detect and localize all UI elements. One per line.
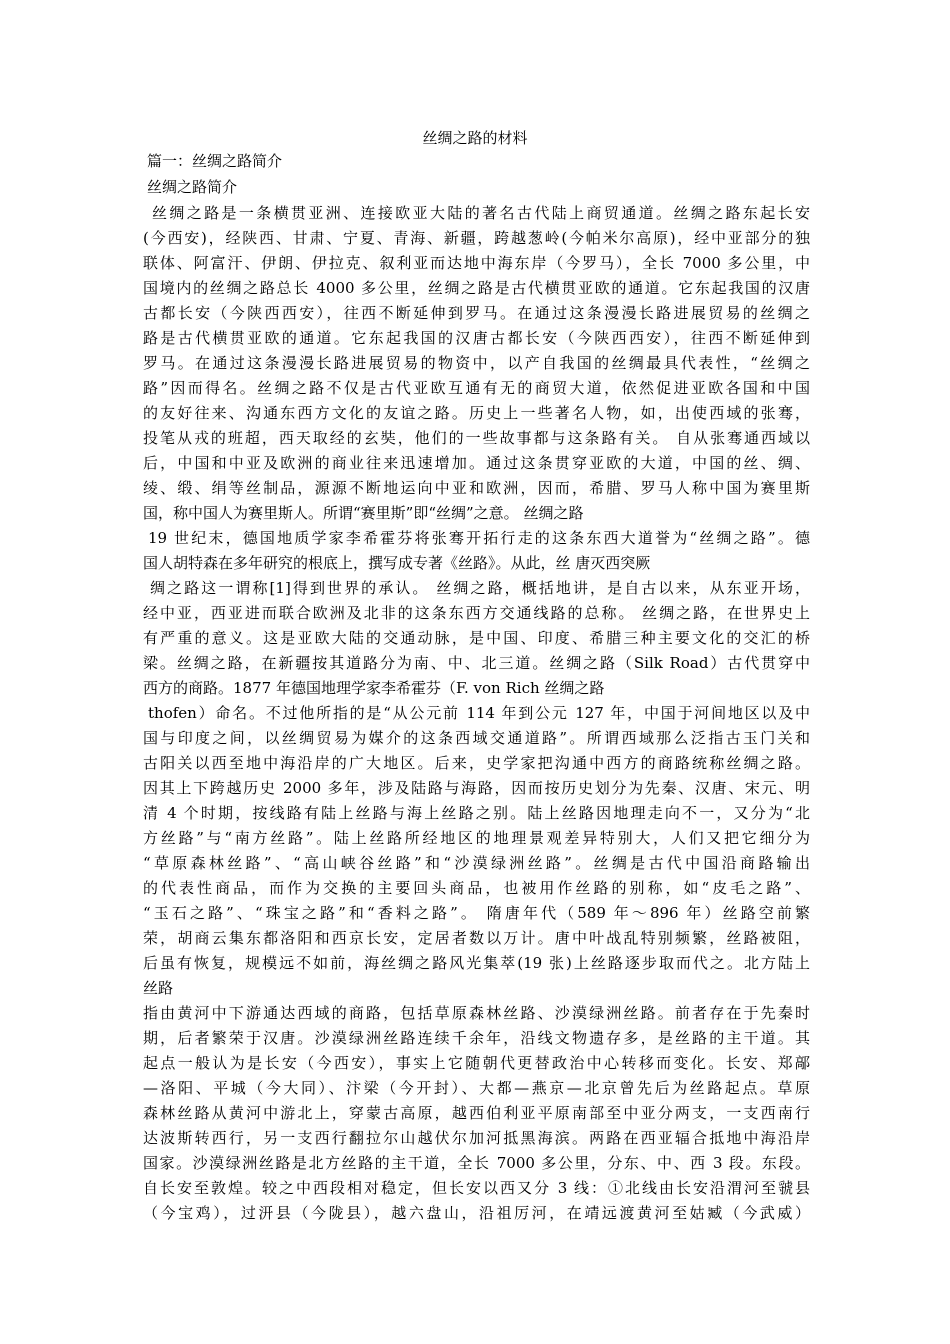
paragraph-line: 因其上下跨越历史 2000 多年，涉及陆路与海路，因而按历史划分为先秦、汉唐、宋元、明	[143, 779, 810, 797]
paragraph-line: 期，后者繁荣于汉唐。沙漠绿洲丝路连续千余年，沿线文物遗存多，是丝路的主干道。其	[143, 1029, 810, 1047]
paragraph-line: 梁。丝绸之路，在新疆按其道路分为南、中、北三道。丝绸之路（Silk Road）古代贯穿中	[143, 654, 810, 672]
paragraph-line: 联体、阿富汗、伊朗、伊拉克、叙利亚而达地中海东岸（今罗马），全长 7000 多公里，中	[143, 254, 810, 272]
paragraph-line: 古阳关以西至地中海沿岸的广大地区。后来，史学家把沟通中西方的商路统称丝绸之路。	[143, 754, 810, 772]
paragraph-line: thofen）命名。不过他所指的是“从公元前 114 年到公元 127 年，中国于河间地区以及中	[148, 704, 810, 722]
paragraph-line: 绸之路这一谓称[1]得到世界的承认。 丝绸之路，概括地讲，是自古以来，从东亚开场，	[150, 579, 810, 597]
paragraph-line: 达波斯转西行，另一支西行翻拉尔山越伏尔加河抵黑海滨。两路在西亚辐合抵地中海沿岸	[143, 1129, 810, 1147]
paragraph-line: (今西安)，经陕西、甘肃、宁夏、青海、新疆，跨越葱岭(今帕米尔高原)，经中亚部分的独	[143, 229, 810, 247]
paragraph-line: 的友好往来、沟通东西方文化的友谊之路。历史上一些著名人物，如，出使西域的张骞，	[143, 404, 810, 422]
subheading: 丝绸之路简介	[147, 178, 238, 196]
paragraph-line: 丝绸之路是一条横贯亚洲、连接欧亚大陆的著名古代陆上商贸通道。丝绸之路东起长安	[152, 204, 810, 222]
paragraph-line: “玉石之路”、“珠宝之路”和“香料之路”。 隋唐年代（589 年～896 年）丝路空前繁	[143, 904, 810, 922]
paragraph-line: 后虽有恢复，规模远不如前，海丝绸之路风光集萃(19 张)上丝路逐步取而代之。北方陆上	[143, 954, 810, 972]
paragraph-line: 指由黄河中下游通达西域的商路，包括草原森林丝路、沙漠绿洲丝路。前者存在于先秦时	[143, 1004, 810, 1022]
paragraph-line: 有严重的意义。这是亚欧大陆的交通动脉，是中国、印度、希腊三种主要文化的交汇的桥	[143, 629, 810, 647]
paragraph-line: 国家。沙漠绿洲丝路是北方丝路的主干道，全长 7000 多公里，分东、中、西 3 段。东段。	[143, 1154, 810, 1172]
paragraph-line: 森林丝路从黄河中游北上，穿蒙古高原，越西伯利亚平原南部至中亚分两支，一支西南行	[143, 1104, 810, 1122]
paragraph-line: 经中亚，西亚进而联合欧洲及北非的这条东西方交通线路的总称。 丝绸之路，在世界史上	[143, 604, 810, 622]
paragraph-line: —洛阳、平城（今大同）、汴梁（今开封）、大都—燕京—北京曾先后为丝路起点。草原	[143, 1079, 810, 1097]
paragraph-line: 西方的商路。1877 年德国地理学家李希霍芬（F. von Rich 丝绸之路	[143, 679, 605, 697]
paragraph-line: 国，称中国人为赛里斯人。所谓“赛里斯”即“丝绸”之意。 丝绸之路	[143, 504, 584, 522]
paragraph-line: 19 世纪末，德国地质学家李希霍芬将张骞开拓行走的这条东西大道誉为“丝绸之路”。德	[148, 529, 810, 547]
paragraph-line: 路是古代横贯亚欧的通道。它东起我国的汉唐古都长安（今陕西西安），往西不断延伸到	[143, 329, 810, 347]
paragraph-line: 清 4 个时期，按线路有陆上丝路与海上丝路之别。陆上丝路因地理走向不一，又分为“北	[143, 804, 810, 822]
paragraph-line: 国人胡特森在多年研究的根底上，撰写成专著《丝路》。从此，丝 唐灭西突厥	[143, 554, 651, 572]
paragraph-line: 路”因而得名。丝绸之路不仅是古代亚欧互通有无的商贸大道，依然促进亚欧各国和中国	[143, 379, 810, 397]
section-heading: 篇一：丝绸之路简介	[147, 152, 283, 170]
paragraph-line: 丝路	[143, 979, 174, 997]
paragraph-line: 荣，胡商云集东都洛阳和西京长安，定居者数以万计。唐中叶战乱特别频繁，丝路被阻，	[143, 929, 810, 947]
paragraph-line: 投笔从戎的班超，西天取经的玄奘，他们的一些故事都与这条路有关。 自从张骞通西域以	[143, 429, 810, 447]
paragraph-line: 起点一般认为是长安（今西安），事实上它随朝代更替政治中心转移而变化。长安、郑鄗	[143, 1054, 810, 1072]
paragraph-line: 古都长安（今陕西西安），往西不断延伸到罗马。在通过这条漫漫长路进展贸易的丝绸之	[143, 304, 810, 322]
paragraph-line: 罗马。在通过这条漫漫长路进展贸易的物资中，以产自我国的丝绸最具代表性，“丝绸之	[143, 354, 810, 372]
paragraph-line: 绫、缎、绢等丝制品，源源不断地运向中亚和欧洲，因而，希腊、罗马人称中国为赛里斯	[143, 479, 810, 497]
paragraph-line: （今宝鸡），过汧县（今陇县），越六盘山，沿祖厉河，在靖远渡黄河至姑臧（今武威）	[143, 1204, 810, 1222]
paragraph-line: 方丝路”与“南方丝路”。陆上丝路所经地区的地理景观差异特别大，人们又把它细分为	[143, 829, 810, 847]
paragraph-line: 后，中国和中亚及欧洲的商业往来迅速增加。通过这条贯穿亚欧的大道，中国的丝、绸、	[143, 454, 810, 472]
paragraph-line: “草原森林丝路”、“高山峡谷丝路”和“沙漠绿洲丝路”。丝绸是古代中国沿商路输出	[143, 854, 810, 872]
paragraph-line: 国境内的丝绸之路总长 4000 多公里，丝绸之路是古代横贯亚欧的通道。它东起我国的汉唐	[143, 279, 810, 297]
paragraph-line: 的代表性商品，而作为交换的主要回头商品，也被用作丝路的别称，如“皮毛之路”、	[143, 879, 810, 897]
document-title: 丝绸之路的材料	[422, 129, 528, 147]
paragraph-line: 自长安至敦煌。较之中西段相对稳定，但长安以西又分 3 线：①北线由长安沿渭河至虢县	[143, 1179, 810, 1197]
paragraph-line: 国与印度之间，以丝绸贸易为媒介的这条西域交通道路”。所谓西域那么泛指古玉门关和	[143, 729, 810, 747]
